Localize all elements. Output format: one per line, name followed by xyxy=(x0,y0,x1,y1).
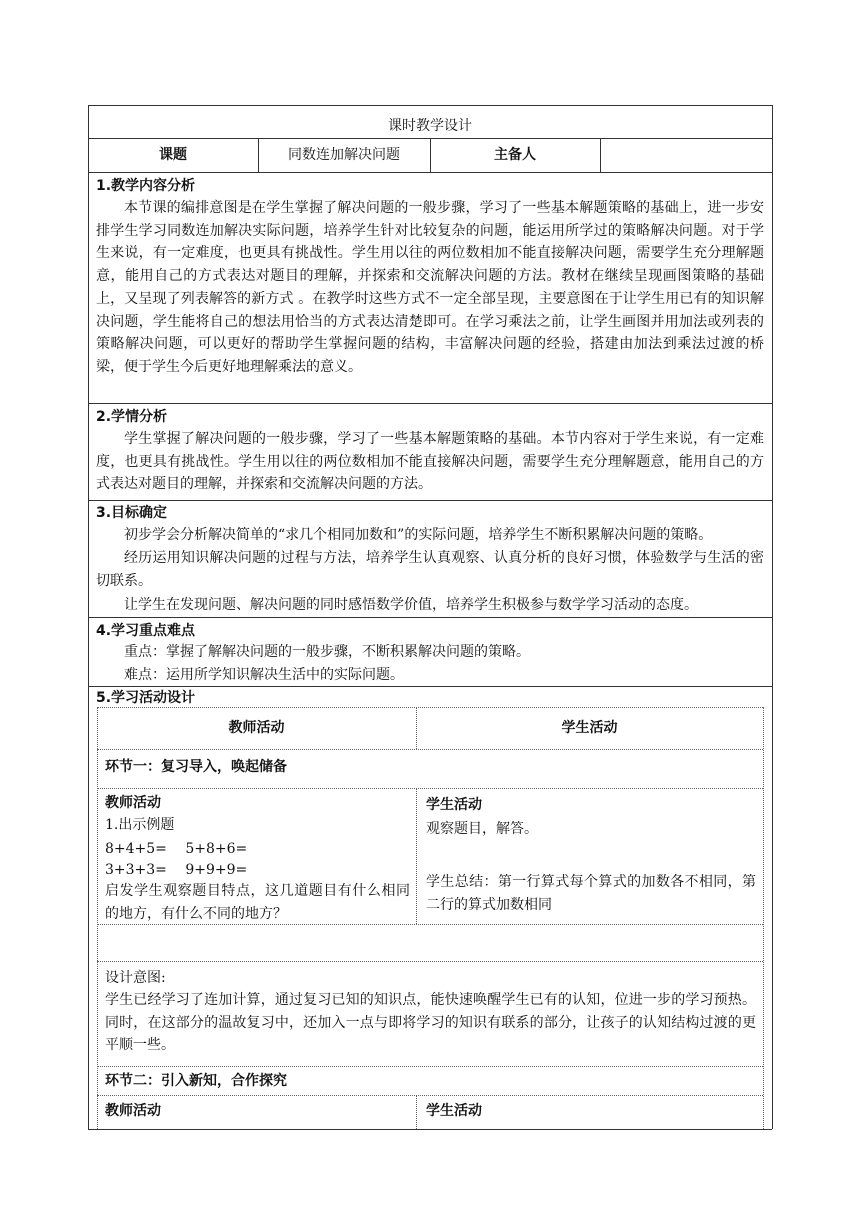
table-top-border xyxy=(88,105,772,106)
difficult-point: 难点：运用所学知识解决生活中的实际问题。 xyxy=(124,667,404,683)
row-divider xyxy=(88,403,772,404)
column-header-teacher: 教师活动 xyxy=(228,720,285,736)
preparer-label: 主备人 xyxy=(494,147,536,163)
stage-2-title: 环节二：引入新知，合作探究 xyxy=(105,1073,287,1089)
design-intent-text: 学生已经学习了连加计算，通过复习已知的知识点，能快速唤醒学生已有的认知，位进一步的学习预热。同时，在这部分的温故复习中，还加入一点与即将学习的知识有联系的部分，让孩子的认知结构过渡的更平顺一些。 xyxy=(105,992,756,1053)
table-bottom-border xyxy=(88,1129,772,1130)
student-activity-title: 学生活动 xyxy=(426,797,482,813)
student-summary: 学生总结：第一行算式每个算式的加数各不相同，第二行的算式加数相同 xyxy=(426,874,756,913)
student-step-1: 观察题目，解答。 xyxy=(426,821,538,837)
objective-3: 让学生在发现问题、解决问题的同时感悟数学价值，培养学生积极参与数学学习活动的态度。 xyxy=(124,597,698,613)
inner-table-border xyxy=(97,707,763,708)
section-heading-content-analysis: 1.教学内容分析 xyxy=(96,178,196,194)
stage-1-title: 环节一：复习导入，唤起储备 xyxy=(105,759,287,775)
inner-row-divider xyxy=(97,961,763,962)
teacher-step-1: 1.出示例题 xyxy=(105,817,175,833)
objective-2: 经历运用知识解决问题的过程与方法，培养学生认真观察、认真分析的良好习惯，体验数学与生活的密切联系。 xyxy=(96,550,764,589)
inner-row-divider xyxy=(97,924,763,925)
table-right-border xyxy=(772,105,773,1129)
inner-table-border xyxy=(763,707,764,1129)
design-intent-title: 设计意图: xyxy=(105,970,166,986)
inner-row-divider xyxy=(97,1095,763,1096)
document-title: 课时教学设计 xyxy=(388,118,472,134)
example-row-1: 8+4+5= 5+8+6= xyxy=(105,841,248,857)
inner-col-divider xyxy=(416,788,417,924)
student-activity-title-2: 学生活动 xyxy=(426,1103,482,1119)
teacher-activity-title-2: 教师活动 xyxy=(105,1103,161,1119)
inner-row-divider xyxy=(97,1066,763,1067)
teacher-prompt: 启发学生观察题目特点，这几道题目有什么相同的地方，有什么不同的地方？ xyxy=(105,883,410,922)
content-analysis-text: 本节课的编排意图是在学生掌握了解决问题的一般步骤，学习了一些基本解题策略的基础上，进一步安排学生学习同数连加解决实际问题，培养学生针对比较复杂的问题，能运用所学过的策略解决问题。对于学生来说，有一定难度，也更具有挑战性。学生用以往的两位数相加不能直接解决问题，需要学生充分理解题意，能用自己的方式表达对题目的理解，并探索和交流解决问题的方法。教材在继续呈现画图策略的基础上，又呈现了列表解答的新方式 。在教学时这些方式不一定全部呈现，主要意图在于让学生用已有的知识解决问题，学生能将自己的想法用恰当的方式表达清楚即可。在学习乘法之前，让学生画图并用加法或列表的策略解决问题，可以更好的帮助学生掌握问题的结构，丰富解决问题的经验，搭建由加法到乘法过渡的桥梁，便于学生今后更好地理解乘法的意义。 xyxy=(96,200,764,375)
topic-value: 同数连加解决问题 xyxy=(288,147,400,163)
student-analysis-text: 学生掌握了解决问题的一般步骤，学习了一些基本解题策略的基础。本节内容对于学生来说，有一定难度，也更具有挑战性。学生用以往的两位数相加不能直接解决问题，需要学生充分理解题意，能用自己的方式表达对题目的理解，并探索和交流解决问题的方法。 xyxy=(96,431,764,493)
inner-row-divider xyxy=(97,749,763,750)
section-heading-key-points: 4.学习重点难点 xyxy=(96,623,196,639)
row-divider xyxy=(88,617,772,618)
teacher-activity-title: 教师活动 xyxy=(105,795,161,811)
section-heading-student-analysis: 2.学情分析 xyxy=(96,409,168,425)
column-header-student: 学生活动 xyxy=(561,720,618,736)
row-divider xyxy=(88,500,772,501)
row-divider xyxy=(88,172,772,173)
col-divider xyxy=(600,138,601,172)
inner-row-divider xyxy=(97,788,763,789)
objective-1: 初步学会分析解决简单的“求几个相同加数和”的实际问题，培养学生不断积累解决问题的策略。 xyxy=(124,527,713,543)
section-heading-activities: 5.学习活动设计 xyxy=(96,690,196,706)
example-row-2: 3+3+3= 9+9+9= xyxy=(105,862,248,878)
inner-col-divider xyxy=(416,1095,417,1129)
topic-label: 课题 xyxy=(159,147,187,163)
lesson-plan-table xyxy=(88,105,772,1129)
key-point: 重点：掌握了解解决问题的一般步骤，不断积累解决问题的策略。 xyxy=(124,644,530,660)
section-heading-objectives: 3.目标确定 xyxy=(96,505,168,521)
